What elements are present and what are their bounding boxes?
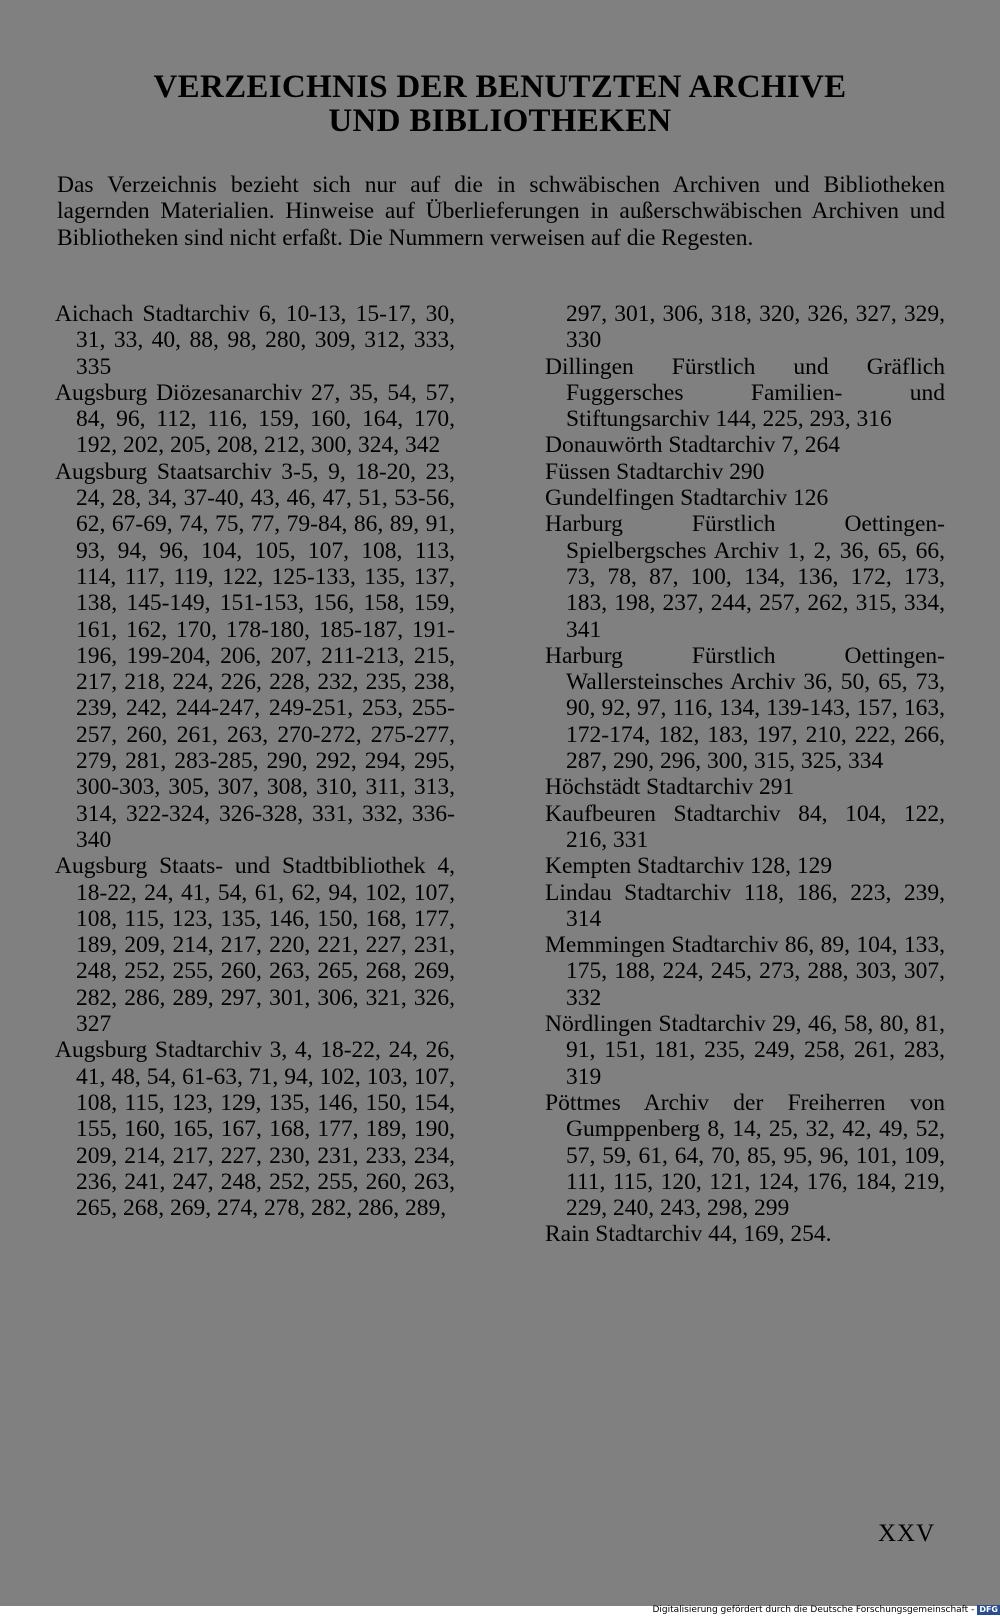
- left-column: [55, 301, 455, 1221]
- archive-entry: Füssen Stadtarchiv 290: [545, 458, 765, 485]
- title-line-1: VERZEICHNIS DER BENUTZTEN ARCHIVE: [153, 69, 847, 105]
- archive-entry: Augsburg Staats- und Stadtbibliothek 4, 18-22, 24, 41, 54, 61, 62, 94, 102, 107, 108, 115, 123, 135, 146, 150, 168, 177, 189, 209, 214, 217, 220, 221, 227, 231, 248, 252, 255, 260, 263, 265, 268, 269, 282, 286, 289, 297, 301, 306, 321, 326, 327: [55, 853, 455, 1038]
- footer-text: Digitalisierung gefördert durch die Deutsche Forschungsgemeinschaft -: [652, 1605, 975, 1615]
- archive-entry: Höchstädt Stadtarchiv 291: [545, 774, 795, 801]
- archive-entry: Donauwörth Stadtarchiv 7, 264: [545, 432, 841, 459]
- archive-entry: Nördlingen Stadtarchiv 29, 46, 58, 80, 81, 91, 151, 181, 235, 249, 258, 261, 283, 319: [545, 1011, 945, 1090]
- archive-entry: Augsburg Staatsarchiv 3-5, 9, 18-20, 23, 24, 28, 34, 37-40, 43, 46, 47, 51, 53-56, 62, 67-69, 74, 75, 77, 79-84, 86, 89, 91, 93, 94, 96, 104, 105, 107, 108, 113, 114, 117, 119, 122, 125-133, 135, 137, 138, 145-149, 151-153, 156, 158, 159, 161, 162, 170, 178-180, 185-187, 191-196, 199-204, 206, 207, 211-213, 215, 217, 218, 224, 226, 228, 232, 235, 238, 239, 242, 244-247, 249-251, 253, 255-257, 260, 261, 263, 270-272, 275-277, 279, 281, 283-285, 290, 292, 294, 295, 300-303, 305, 307, 308, 310, 311, 313, 314, 322-324, 326-328, 331, 332, 336-340: [55, 458, 455, 853]
- archive-entry: Harburg Fürstlich Oettingen-Wallersteinsches Archiv 36, 50, 65, 73, 90, 92, 97, 116, 134, 139-143, 157, 163, 172-174, 182, 183, 197, 210, 222, 266, 287, 290, 296, 300, 315, 325, 334: [545, 642, 945, 775]
- archive-entry: Lindau Stadtarchiv 118, 186, 223, 239, 314: [545, 879, 945, 932]
- archive-entry: Kempten Stadtarchiv 128, 129: [545, 853, 833, 880]
- archive-entry: Gundelfingen Stadtarchiv 126: [545, 485, 829, 512]
- archive-entry-continuation: 297, 301, 306, 318, 320, 326, 327, 329, 330: [566, 301, 945, 354]
- page-number: XXV: [878, 1520, 936, 1547]
- intro-paragraph: Das Verzeichnis bezieht sich nur auf die in schwäbischen Archiven und Bibliotheken lagernden Materialien. Hinweise auf Überlieferungen in außerschwäbischen Archiven und Bibliotheken sind nicht erfaßt. Die Nummern verweisen auf die Regesten.: [57, 172, 945, 251]
- archive-entry: Augsburg Stadtarchiv 3, 4, 18-22, 24, 26, 41, 48, 54, 61-63, 71, 94, 102, 103, 107, 108, 115, 123, 129, 135, 146, 150, 154, 155, 160, 165, 167, 168, 177, 189, 190, 209, 214, 217, 227, 230, 231, 233, 234, 236, 241, 247, 248, 252, 255, 260, 263, 265, 268, 269, 274, 278, 282, 286, 289,: [55, 1037, 455, 1222]
- page-title: [0, 70, 1000, 138]
- archive-entry: Pöttmes Archiv der Freiherren von Gumppenberg 8, 14, 25, 32, 42, 49, 52, 57, 59, 61, 64, 70, 85, 95, 96, 101, 109, 111, 115, 120, 121, 124, 176, 184, 219, 229, 240, 243, 298, 299: [545, 1089, 945, 1222]
- archive-entry: Augsburg Diözesanarchiv 27, 35, 54, 57, 84, 96, 112, 116, 159, 160, 164, 170, 192, 202, 205, 208, 212, 300, 324, 342: [55, 379, 455, 459]
- archive-entry: Kaufbeuren Stadtarchiv 84, 104, 122, 216, 331: [545, 800, 945, 853]
- archive-entry: Harburg Fürstlich Oettingen-Spielbergsches Archiv 1, 2, 36, 65, 66, 73, 78, 87, 100, 134, 136, 172, 173, 183, 198, 237, 244, 257, 262, 315, 334, 341: [545, 511, 945, 643]
- title-line-2: UND BIBLIOTHEKEN: [328, 103, 672, 139]
- right-column: [545, 301, 945, 1248]
- archive-entry: Rain Stadtarchiv 44, 169, 254.: [545, 1221, 832, 1248]
- digitization-footer: [652, 1604, 1000, 1616]
- archive-entry: Memmingen Stadtarchiv 86, 89, 104, 133, 175, 188, 224, 245, 273, 288, 303, 307, 332: [545, 932, 945, 1011]
- archive-entry: Aichach Stadtarchiv 6, 10-13, 15-17, 30, 31, 33, 40, 88, 98, 280, 309, 312, 333, 335: [55, 301, 455, 380]
- archive-entry: Dillingen Fürstlich und Gräflich Fuggersches Familien- und Stiftungsarchiv 144, 225, 293, 316: [545, 353, 945, 433]
- dfg-logo: DFG: [979, 1605, 998, 1614]
